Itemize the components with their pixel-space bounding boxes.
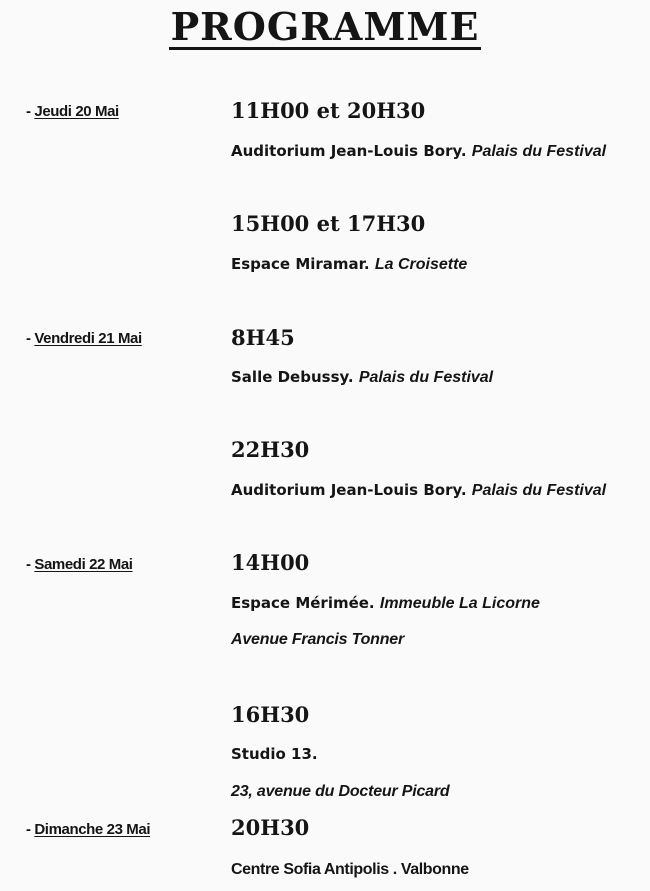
session-time: 11H00 et 20H30 <box>231 98 426 123</box>
session-place: La Croisette <box>374 256 468 273</box>
session-time: 16H30 <box>231 702 310 727</box>
day-label-vendredi: - Vendredi 21 Mai <box>26 330 142 347</box>
session-place: Palais du Festival <box>471 482 607 499</box>
session-time: 14H00 <box>231 550 310 575</box>
session-venue: Salle Debussy. Palais du Festival <box>231 368 494 386</box>
session-venue: Centre Sofia Antipolis . Valbonne <box>231 861 469 878</box>
page-title: PROGRAMME <box>170 4 480 49</box>
session-address: 23, avenue du Docteur Picard <box>231 783 450 800</box>
session-venue: Auditorium Jean-Louis Bory. Palais du Festival <box>231 142 607 160</box>
session-place: Immeuble La Licorne <box>379 595 540 612</box>
session-place: Palais du Festival <box>471 143 607 160</box>
session-venue: Studio 13. <box>231 745 318 763</box>
session-time: 8H45 <box>231 325 295 350</box>
session-time: 15H00 et 17H30 <box>231 211 426 236</box>
session-venue: Auditorium Jean-Louis Bory. Palais du Festival <box>231 481 607 499</box>
session-place: Palais du Festival <box>358 369 494 386</box>
day-label-jeudi: - Jeudi 20 Mai <box>26 103 119 120</box>
session-venue: Espace Miramar. La Croisette <box>231 255 468 273</box>
session-time: 22H30 <box>231 437 310 462</box>
session-venue: Espace Mérimée. Immeuble La Licorne <box>231 594 540 612</box>
session-time: 20H30 <box>231 815 310 840</box>
day-label-samedi: - Samedi 22 Mai <box>26 556 133 573</box>
day-label-dimanche: - Dimanche 23 Mai <box>26 821 151 838</box>
session-address: Avenue Francis Tonner <box>231 631 405 648</box>
